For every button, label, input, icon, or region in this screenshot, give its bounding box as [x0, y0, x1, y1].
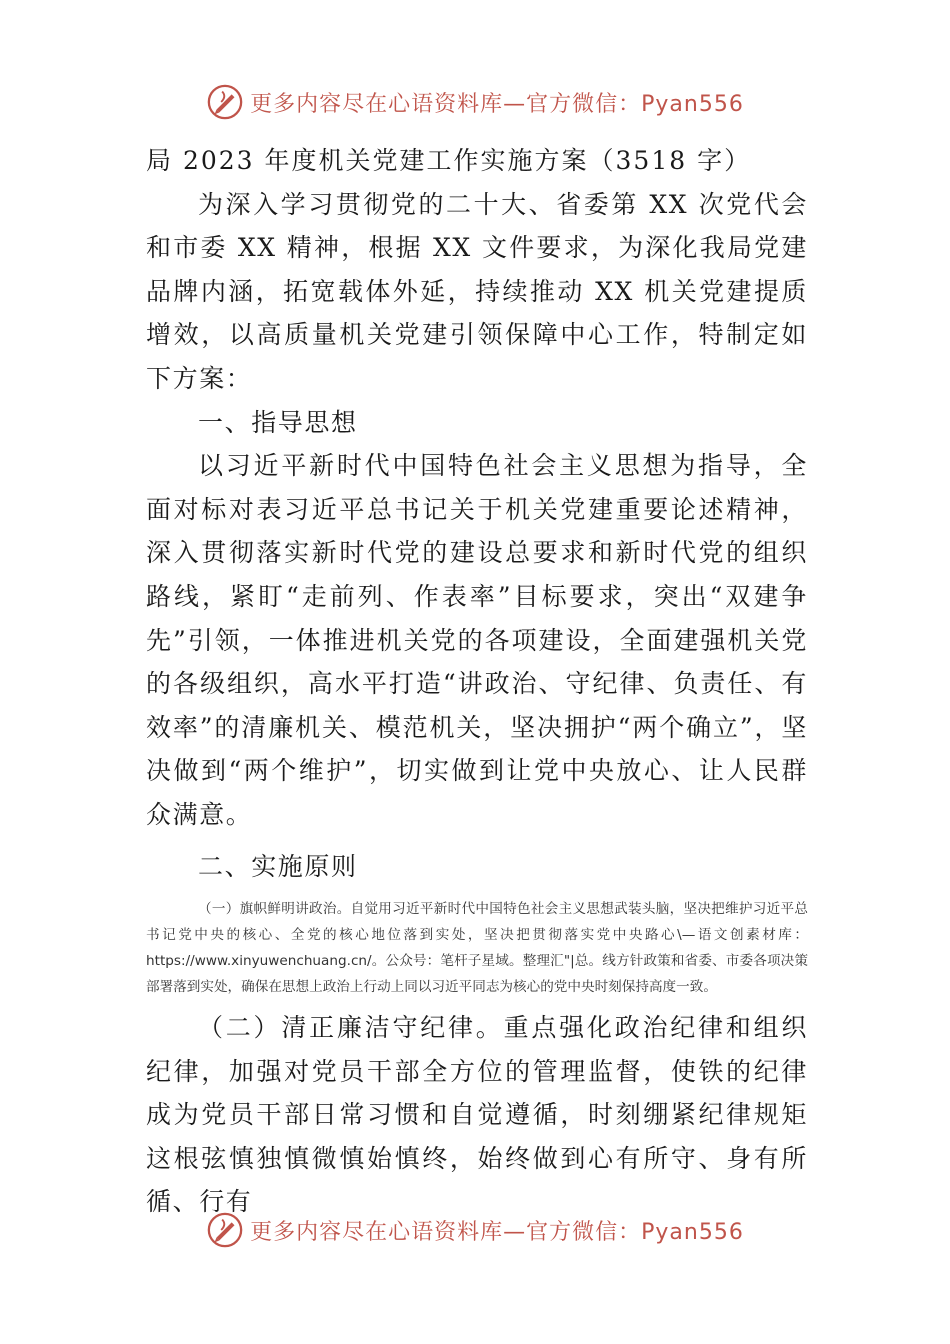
guiding-thought-paragraph: 以习近平新时代中国特色社会主义思想为指导，全面对标对表习近平总书记关于机关党建重要论述精神，深入贯彻落实新时代党的建设总要求和新时代党的组织路线，紧盯“走前列、作表率”目标要求，突出“双建争先”引领，一体推进机关党的各项建设，全面建强机关党的各级组织，高水平打造“讲政治、守纪律、负责任、有效率”的清廉机关、模范机关，坚决拥护“两个确立”，坚决做到“两个维护”，切实做到让党中央放心、让人民群众满意。 [146, 451, 808, 829]
document-title: 局 2023 年度机关党建工作实施方案（3518 字） [146, 146, 752, 175]
pen-logo-icon [206, 1211, 244, 1249]
footer-watermark-banner [0, 1208, 950, 1252]
watermark-text: 更多内容尽在心语资料库—官方微信：Pyan556 [250, 91, 744, 117]
document-body [146, 139, 808, 1224]
intro-paragraph: 为深入学习贯彻党的二十大、省委第 XX 次党代会和市委 XX 精神，根据 XX 文件要求，为深化我局党建品牌内涵，拓宽载体外延，持续推动 XX 机关党建提质增效，以高质量机关党建引领保障中心工作，特制定如下方案： [146, 189, 808, 393]
principle-item-2-paragraph: （二）清正廉洁守纪律。重点强化政治纪律和组织纪律，加强对党员干部全方位的管理监督，使铁的纪律成为党员干部日常习惯和自觉遵循，时刻绷紧纪律规矩这根弦慎独慎微慎始慎终，始终做到心有所守、身有所循、行有 [146, 1013, 808, 1217]
section-heading-guiding-thought: 一、指导思想 [198, 407, 358, 437]
pen-logo-icon [206, 83, 244, 121]
section-heading-principles: 二、实施原则 [198, 851, 358, 881]
header-watermark-banner [0, 80, 950, 124]
principle-item-1-small-text: （一）旗帜鲜明讲政治。自觉用习近平新时代中国特色社会主义思想武装头脑，坚决把维护习近平总书记党中央的核心、全党的核心地位落到实处，坚决把贯彻落实党中央路心\—语文创素材库：https://www.xinyuwenchuang.cn/。公众号：笔杆子星域。整理汇"|总。线方针政策和省委、市委各项决策部署落到实处，确保在思想上政治上行动上同以习近平同志为核心的党中央时刻保持高度一致。 [146, 901, 808, 996]
watermark-text: 更多内容尽在心语资料库—官方微信：Pyan556 [250, 1219, 744, 1245]
